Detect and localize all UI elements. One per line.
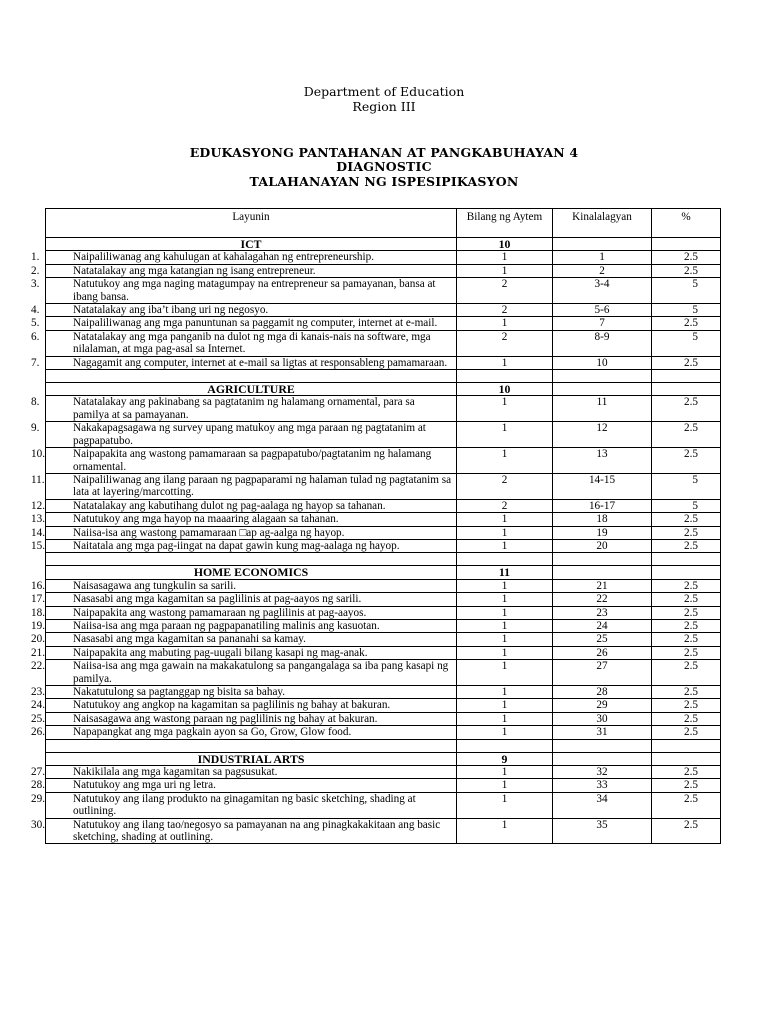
objective-cell — [31, 422, 457, 448]
objective-number: 27. — [31, 766, 45, 779]
location-cell: 30 — [553, 712, 652, 725]
region-name: Region III — [352, 99, 416, 114]
location-cell: 25 — [553, 633, 652, 646]
objective-number: 22. — [31, 660, 45, 673]
empty-cell — [652, 752, 721, 765]
item-count-cell: 1 — [457, 593, 553, 606]
location-cell: 34 — [553, 792, 652, 818]
objective-text: Naiisa-isa ang wastong pamamaraan □ap ag-aalga ng hayop. — [73, 526, 345, 539]
percent-cell: 2.5 — [652, 579, 721, 592]
section-item-count: 10 — [457, 238, 553, 251]
objective-cell — [31, 448, 457, 474]
location-cell: 12 — [553, 422, 652, 448]
location-cell: 21 — [553, 579, 652, 592]
table-row — [46, 264, 721, 277]
item-count-cell: 2 — [457, 330, 553, 356]
percent-cell: 2.5 — [652, 606, 721, 619]
percent-cell: 2.5 — [652, 593, 721, 606]
empty-cell — [652, 739, 721, 752]
objective-cell — [31, 513, 457, 526]
objective-number: 5. — [31, 317, 40, 330]
item-count-cell: 1 — [457, 660, 553, 686]
table-row — [46, 396, 721, 422]
objective-number: 6. — [31, 330, 40, 343]
objective-text: Nasasabi ang mga kagamitan sa paglilinis at pag-aayos ng sarili. — [73, 593, 362, 606]
objective-text: Naipapakita ang wastong pamamaraan ng paglilinis at pag-aayos. — [73, 606, 367, 619]
item-count-cell: 1 — [457, 317, 553, 330]
item-count-cell: 1 — [457, 579, 553, 592]
objective-text: Naipaliliwanag ang ilang paraan ng pagpaparami ng halaman tulad ng pagtatanim sa lata at layering/marcotting. — [73, 473, 452, 499]
column-header-bilang: Bilang ng Aytem — [457, 209, 553, 238]
empty-cell — [553, 739, 652, 752]
objective-cell — [31, 633, 457, 646]
table-row — [46, 699, 721, 712]
percent-cell: 2.5 — [652, 513, 721, 526]
objective-cell — [31, 726, 457, 739]
objective-number: 12. — [31, 499, 45, 512]
location-cell: 1 — [553, 251, 652, 264]
objective-text: Naipaliliwanag ang kahulugan at kahalagahan ng entrepreneurship. — [73, 251, 375, 264]
objective-text: Nakakapagsagawa ng survey upang matukoy ang mga paraan ng pagtatanim at pagpapatubo. — [73, 422, 426, 447]
objective-cell — [31, 317, 457, 330]
table-row — [46, 593, 721, 606]
objective-cell — [31, 499, 457, 512]
objective-text: Naisasagawa ang wastong paraan ng paglilinis ng bahay at bakuran. — [73, 712, 378, 725]
item-count-cell: 1 — [457, 422, 553, 448]
item-count-cell: 1 — [457, 526, 553, 539]
column-header-percent: % — [652, 209, 721, 238]
percent-cell: 2.5 — [652, 251, 721, 264]
percent-cell: 2.5 — [652, 646, 721, 659]
table-row — [46, 526, 721, 539]
objective-number: 26. — [31, 726, 45, 739]
table-row — [46, 356, 721, 369]
objective-cell — [31, 278, 457, 304]
table-row — [46, 686, 721, 699]
table-row — [46, 330, 721, 356]
item-count-cell: 1 — [457, 792, 553, 818]
objective-text: Natatalakay ang kabutihang dulot ng pag-aalaga ng hayop sa tahanan. — [73, 499, 386, 512]
objective-number: 25. — [31, 712, 45, 725]
percent-cell: 2.5 — [652, 526, 721, 539]
item-count-cell: 1 — [457, 396, 553, 422]
objective-number: 4. — [31, 304, 40, 317]
table-row — [46, 539, 721, 552]
objective-text: Napapangkat ang mga pagkain ayon sa Go, Grow, Glow food. — [73, 726, 352, 739]
section-row — [46, 383, 721, 396]
objective-number: 29. — [31, 792, 45, 805]
empty-cell — [457, 370, 553, 383]
document-subtitle: DIAGNOSTIC — [336, 159, 432, 174]
percent-cell: 2.5 — [652, 766, 721, 779]
location-cell: 10 — [553, 356, 652, 369]
table-row — [46, 278, 721, 304]
location-cell: 26 — [553, 646, 652, 659]
location-cell: 11 — [553, 396, 652, 422]
percent-cell: 2.5 — [652, 356, 721, 369]
location-cell: 20 — [553, 539, 652, 552]
objective-number: 13. — [31, 513, 45, 526]
location-cell: 8-9 — [553, 330, 652, 356]
objective-cell — [31, 356, 457, 369]
objective-number: 14. — [31, 526, 45, 539]
item-count-cell: 1 — [457, 448, 553, 474]
objective-text: Natatalakay ang mga katangian ng isang entrepreneur. — [73, 264, 316, 277]
objective-text: Natatalakay ang mga panganib na dulot ng mga di kanais-nais na software, mga nilalaman, at mga pag-asal sa Internet. — [73, 330, 431, 356]
objective-text: Naiisa-isa ang mga gawain na makakatulong sa pangangalaga sa iba pang kasapi ng pamilya. — [73, 660, 449, 685]
objective-number: 3. — [31, 278, 40, 291]
item-count-cell: 1 — [457, 646, 553, 659]
table-body — [31, 237, 721, 844]
item-count-cell: 2 — [457, 473, 553, 499]
percent-cell: 2.5 — [652, 396, 721, 422]
column-header-kinalalagyan: Kinalalagyan — [553, 209, 652, 238]
empty-cell — [553, 238, 652, 251]
department-name: Department of Education — [303, 84, 465, 99]
location-cell: 19 — [553, 526, 652, 539]
percent-cell: 2.5 — [652, 448, 721, 474]
objective-cell — [31, 396, 457, 422]
objective-number: 18. — [31, 606, 45, 619]
empty-cell — [652, 566, 721, 579]
empty-cell — [46, 370, 457, 383]
location-cell: 31 — [553, 726, 652, 739]
location-cell: 5-6 — [553, 304, 652, 317]
section-name: ICT — [46, 238, 457, 251]
objective-cell — [31, 779, 457, 792]
percent-cell: 5 — [652, 304, 721, 317]
percent-cell: 2.5 — [652, 317, 721, 330]
item-count-cell: 1 — [457, 606, 553, 619]
objective-number: 10. — [31, 448, 45, 461]
table-row — [46, 422, 721, 448]
objective-number: 7. — [31, 356, 40, 369]
item-count-cell: 1 — [457, 779, 553, 792]
table-row — [46, 766, 721, 779]
table-row — [46, 633, 721, 646]
section-row — [46, 752, 721, 765]
table-row — [46, 646, 721, 659]
item-count-cell: 2 — [457, 499, 553, 512]
objective-cell — [31, 646, 457, 659]
objective-text: Naipapakita ang mabuting pag-uugali bilang kasapi ng mag-anak. — [73, 646, 368, 659]
objective-text: Natutukoy ang mga hayop na maaaring alagaan sa tahanan. — [73, 513, 339, 526]
objective-text: Natutukoy ang ilang produkto na ginagamitan ng basic sketching, shading at outlining. — [73, 792, 416, 818]
table-row — [46, 660, 721, 686]
objective-cell — [31, 264, 457, 277]
objective-cell — [31, 619, 457, 632]
percent-cell: 5 — [652, 473, 721, 499]
table-row — [46, 448, 721, 474]
empty-cell — [457, 739, 553, 752]
table-row — [46, 726, 721, 739]
objective-number: 17. — [31, 593, 45, 606]
objective-cell — [31, 526, 457, 539]
objective-cell — [31, 792, 457, 818]
percent-cell: 5 — [652, 499, 721, 512]
percent-cell: 2.5 — [652, 633, 721, 646]
table-row — [46, 606, 721, 619]
objective-cell — [31, 818, 457, 844]
table-row — [46, 579, 721, 592]
table-row — [46, 818, 721, 844]
empty-cell — [553, 566, 652, 579]
column-header-layunin: Layunin — [46, 209, 457, 238]
location-cell: 18 — [553, 513, 652, 526]
location-cell: 29 — [553, 699, 652, 712]
table-row — [46, 779, 721, 792]
table-row — [46, 792, 721, 818]
item-count-cell: 1 — [457, 699, 553, 712]
objective-number: 9. — [31, 422, 40, 435]
empty-cell — [553, 553, 652, 566]
percent-cell: 2.5 — [652, 792, 721, 818]
location-cell: 28 — [553, 686, 652, 699]
item-count-cell: 1 — [457, 264, 553, 277]
location-cell: 32 — [553, 766, 652, 779]
location-cell: 14-15 — [553, 473, 652, 499]
objective-text: Nakatutulong sa pagtanggap ng bisita sa bahay. — [73, 686, 286, 698]
objective-text: Natatalakay ang iba’t ibang uri ng negosyo. — [73, 304, 269, 317]
objective-number: 8. — [31, 396, 40, 409]
item-count-cell: 1 — [457, 633, 553, 646]
percent-cell: 2.5 — [652, 726, 721, 739]
section-name: AGRICULTURE — [46, 383, 457, 396]
objective-cell — [31, 766, 457, 779]
location-cell: 24 — [553, 619, 652, 632]
spacer-row — [46, 553, 721, 566]
item-count-cell: 2 — [457, 304, 553, 317]
objective-cell — [31, 606, 457, 619]
section-row — [46, 566, 721, 579]
item-count-cell: 1 — [457, 726, 553, 739]
objective-text: Nasasabi ang mga kagamitan sa pananahi sa kamay. — [73, 633, 306, 646]
objective-cell — [31, 251, 457, 264]
objective-number: 21. — [31, 646, 45, 659]
table-row — [46, 317, 721, 330]
percent-cell: 2.5 — [652, 422, 721, 448]
item-count-cell: 1 — [457, 513, 553, 526]
objective-number: 20. — [31, 633, 45, 646]
table-row — [46, 513, 721, 526]
empty-cell — [553, 370, 652, 383]
objective-text: Naitatala ang mga pag-iingat na dapat gawin kung mag-aalaga ng hayop. — [73, 539, 400, 552]
objective-text: Naipaliliwanag ang mga panuntunan sa paggamit ng computer, internet at e-mail. — [73, 317, 438, 330]
section-item-count: 9 — [457, 752, 553, 765]
document-title: EDUKASYONG PANTAHANAN AT PANGKABUHAYAN 4 — [189, 145, 579, 160]
percent-cell: 2.5 — [652, 660, 721, 686]
item-count-cell: 1 — [457, 818, 553, 844]
item-count-cell: 1 — [457, 356, 553, 369]
location-cell: 2 — [553, 264, 652, 277]
objective-text: Nakikilala ang mga kagamitan sa pagsusukat. — [73, 766, 278, 779]
objective-text: Natutukoy ang mga uri ng letra. — [73, 779, 216, 792]
objective-cell — [31, 660, 457, 686]
objective-text: Natutukoy ang angkop na kagamitan sa paglilinis ng bahay at bakuran. — [73, 699, 391, 712]
percent-cell: 2.5 — [652, 699, 721, 712]
table-row — [46, 473, 721, 499]
table-row — [46, 619, 721, 632]
item-count-cell: 2 — [457, 278, 553, 304]
section-name: HOME ECONOMICS — [46, 566, 457, 579]
spacer-row — [46, 739, 721, 752]
item-count-cell: 1 — [457, 712, 553, 725]
objective-text: Natutukoy ang ilang tao/negosyo sa pamayanan na ang pinagkakakitaan ang basic sketching, shading at outlining. — [73, 818, 441, 844]
empty-cell — [46, 553, 457, 566]
location-cell: 33 — [553, 779, 652, 792]
objective-number: 30. — [31, 818, 45, 831]
empty-cell — [652, 370, 721, 383]
percent-cell: 2.5 — [652, 619, 721, 632]
objective-text: Natatalakay ang pakinabang sa pagtatanim ng halamang ornamental, para sa pamilya at sa pamayanan. — [73, 396, 415, 421]
objective-number: 15. — [31, 539, 45, 552]
empty-cell — [652, 553, 721, 566]
location-cell: 23 — [553, 606, 652, 619]
objective-text: Nagagamit ang computer, internet at e-mail sa ligtas at responsableng pamamaraan. — [73, 356, 448, 369]
objective-text: Naisasagawa ang tungkulin sa sarili. — [73, 579, 237, 592]
objective-text: Naipapakita ang wastong pamamaraan sa pagpapatubo/pagtatanim ng halamang ornamental. — [73, 448, 432, 473]
item-count-cell: 1 — [457, 686, 553, 699]
objective-cell — [31, 579, 457, 592]
empty-cell — [652, 383, 721, 396]
empty-cell — [553, 383, 652, 396]
objective-number: 19. — [31, 619, 45, 632]
location-cell: 3-4 — [553, 278, 652, 304]
percent-cell: 5 — [652, 278, 721, 304]
empty-cell — [652, 238, 721, 251]
objective-cell — [31, 712, 457, 725]
objective-cell — [31, 539, 457, 552]
objective-cell — [31, 593, 457, 606]
item-count-cell: 1 — [457, 539, 553, 552]
location-cell: 27 — [553, 660, 652, 686]
objective-text: Naiisa-isa ang mga paraan ng pagpapanatiling malinis ang kasuotan. — [73, 619, 380, 632]
section-item-count: 10 — [457, 383, 553, 396]
item-count-cell: 1 — [457, 619, 553, 632]
specification-table — [31, 208, 721, 844]
empty-cell — [457, 553, 553, 566]
percent-cell: 2.5 — [652, 686, 721, 699]
section-item-count: 11 — [457, 566, 553, 579]
location-cell: 35 — [553, 818, 652, 844]
objective-cell — [31, 699, 457, 712]
section-row — [46, 238, 721, 251]
objective-text: Natutukoy ang mga naging matagumpay na entrepreneur sa pamayanan, bansa at ibang bansa. — [73, 278, 436, 303]
empty-cell — [553, 752, 652, 765]
objective-number: 16. — [31, 579, 45, 592]
objective-number: 28. — [31, 779, 45, 792]
objective-cell — [31, 304, 457, 317]
item-count-cell: 1 — [457, 251, 553, 264]
location-cell: 16-17 — [553, 499, 652, 512]
table-row — [46, 499, 721, 512]
percent-cell: 2.5 — [652, 264, 721, 277]
objective-number: 23. — [31, 686, 45, 698]
objective-cell — [31, 686, 457, 699]
percent-cell: 5 — [652, 330, 721, 356]
objective-number: 2. — [31, 264, 40, 277]
table-row — [46, 251, 721, 264]
objective-number: 24. — [31, 699, 45, 712]
spacer-row — [46, 370, 721, 383]
percent-cell: 2.5 — [652, 539, 721, 552]
section-name: INDUSTRIAL ARTS — [46, 752, 457, 765]
table-row — [46, 712, 721, 725]
document-table-title: TALAHANAYAN NG ISPESIPIKASYON — [249, 174, 519, 189]
percent-cell: 2.5 — [652, 818, 721, 844]
location-cell: 22 — [553, 593, 652, 606]
table-row — [46, 304, 721, 317]
location-cell: 7 — [553, 317, 652, 330]
objective-number: 11. — [31, 473, 45, 486]
objective-cell — [31, 330, 457, 356]
empty-cell — [46, 739, 457, 752]
item-count-cell: 1 — [457, 766, 553, 779]
percent-cell: 2.5 — [652, 712, 721, 725]
percent-cell: 2.5 — [652, 779, 721, 792]
objective-cell — [31, 473, 457, 499]
location-cell: 13 — [553, 448, 652, 474]
objective-number: 1. — [31, 251, 40, 264]
